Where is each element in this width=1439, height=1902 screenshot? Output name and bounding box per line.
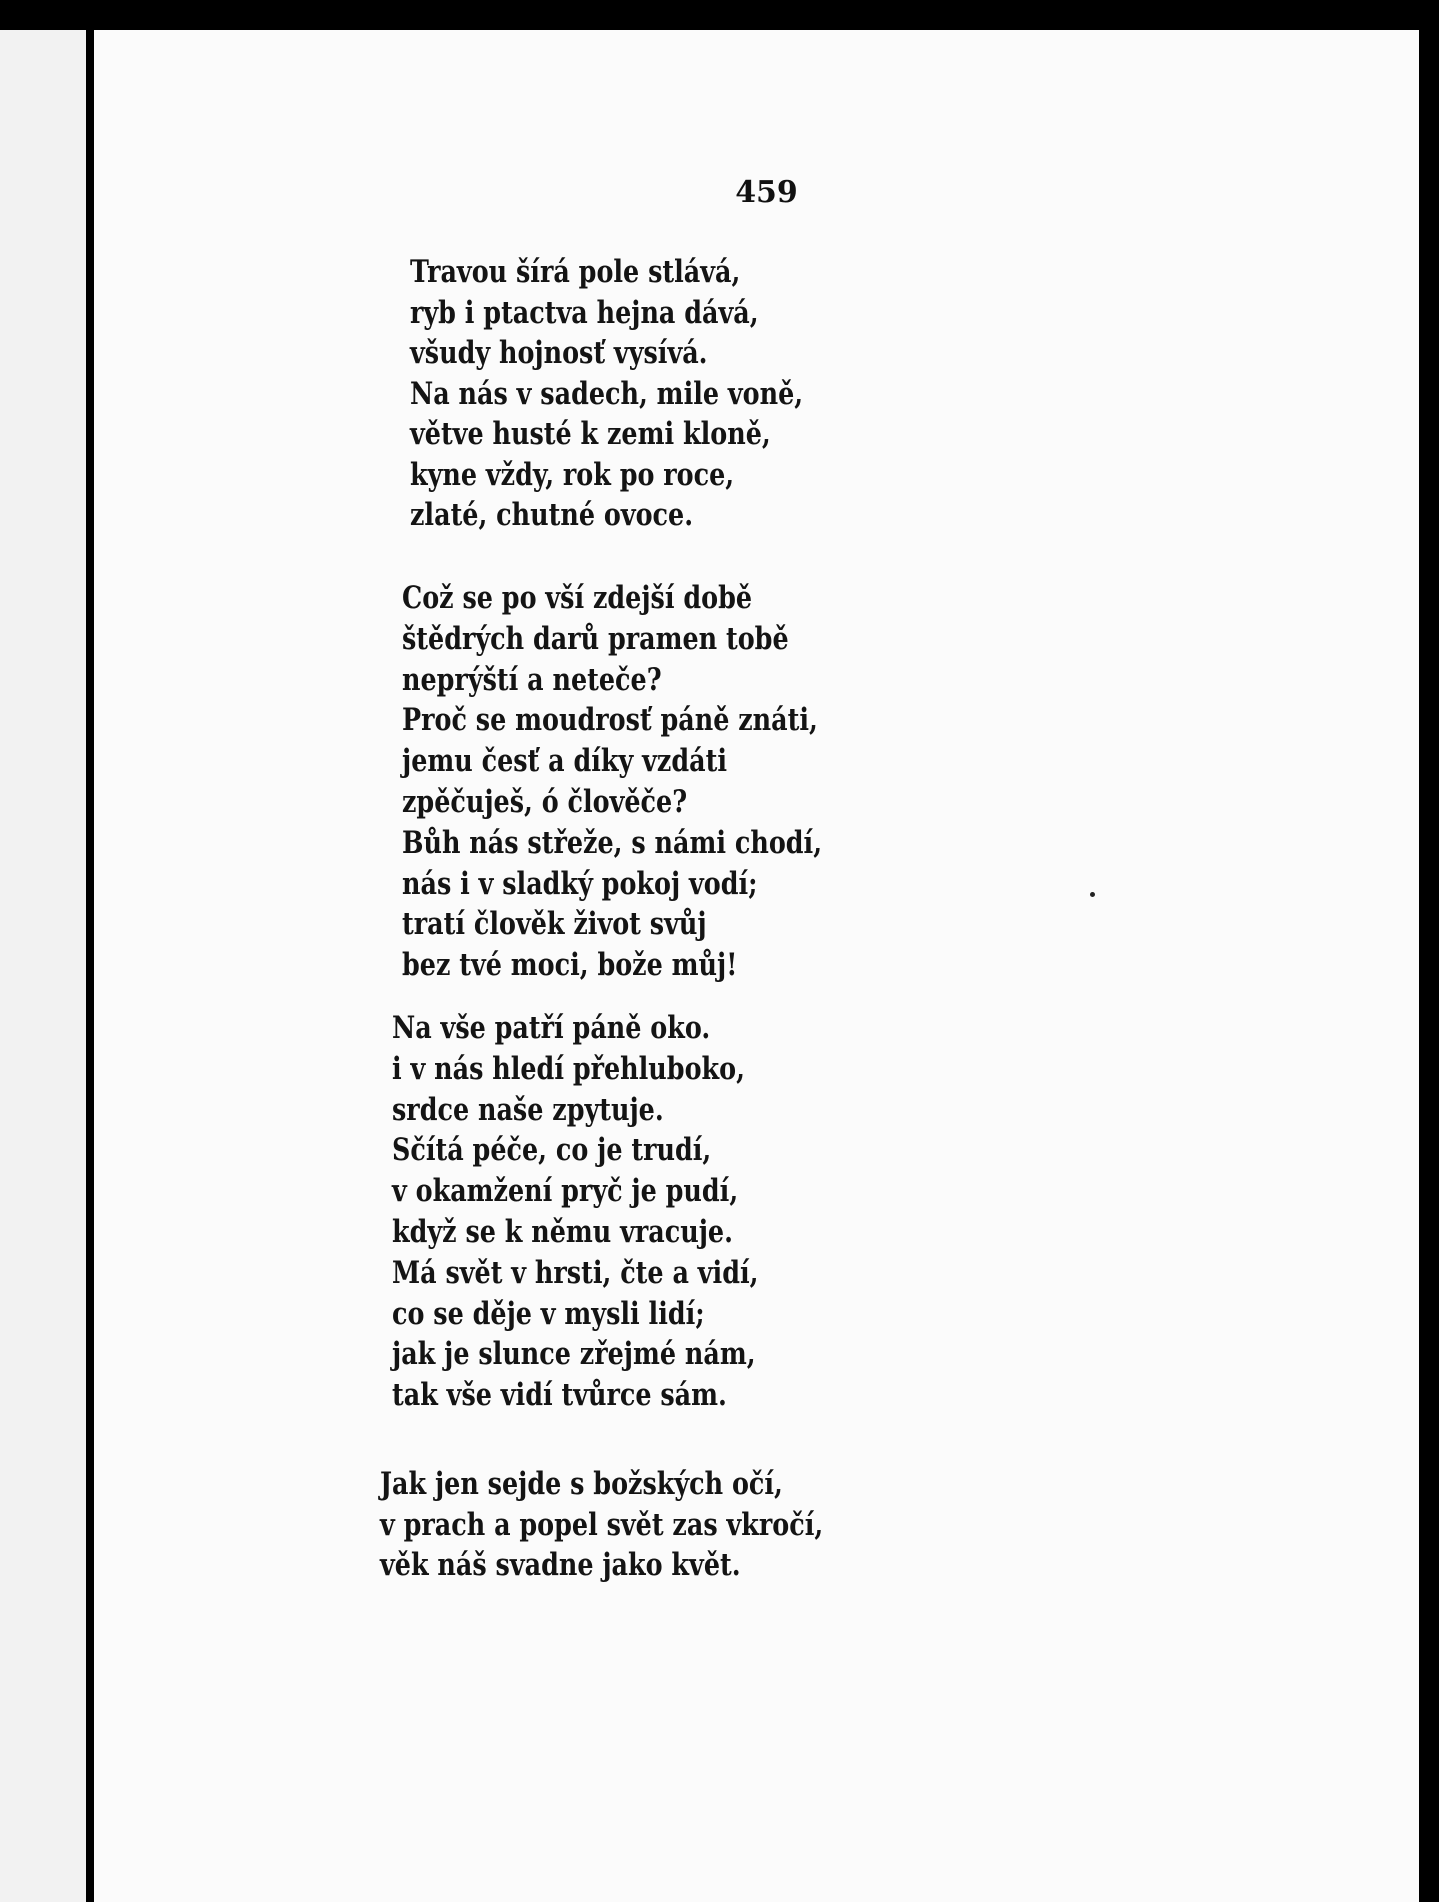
poem-line: i v nás hledí přehluboko,: [392, 1050, 745, 1087]
scan-binding-edge: [86, 26, 94, 1902]
poem-line: Bůh nás střeže, s námi chodí,: [402, 824, 823, 861]
poem-line: neprýští a neteče?: [402, 661, 662, 698]
poem-line: kyne vždy, rok po roce,: [410, 456, 735, 493]
poem-line: tratí člověk život svůj: [402, 906, 707, 943]
poem-line: Sčítá péče, co je trudí,: [392, 1132, 712, 1169]
poem: [94, 30, 1419, 1902]
poem-line: Travou šírá pole stlává,: [410, 254, 741, 290]
poem-line: Na nás v sadech, mile voně,: [410, 375, 804, 412]
scan-left-margin: [0, 0, 86, 1902]
stanza-2: [402, 578, 822, 986]
poem-line: zpěčuješ, ó člověče?: [402, 783, 688, 820]
poem-line: jak je slunce zřejmé nám,: [392, 1336, 756, 1373]
book-page: [94, 30, 1419, 1902]
scan-top-border: [0, 0, 1439, 30]
poem-line: Jak jen sejde s božských očí,: [380, 1466, 783, 1502]
poem-line: nás i v sladký pokoj vodí;: [402, 865, 758, 902]
poem-line: když se k němu vracuje.: [392, 1213, 733, 1250]
poem-line: Na vše patří páně oko.: [392, 1010, 711, 1046]
poem-line: Což se po vší zdejší době: [402, 580, 753, 616]
poem-line: všudy hojnosť vysívá.: [410, 335, 708, 371]
poem-line: co se děje v mysli lidí;: [392, 1295, 705, 1332]
stanza-3: [392, 1008, 758, 1416]
poem-line: v okamžení pryč je pudí,: [392, 1173, 739, 1210]
poem-line: jemu česť a díky vzdáti: [402, 743, 727, 780]
poem-line: tak vše vidí tvůrce sám.: [392, 1377, 727, 1414]
stanza-4: [380, 1464, 823, 1586]
poem-line: ryb i ptactva hejna dává,: [410, 294, 759, 331]
stanza-1: [410, 252, 803, 536]
page-number: 459: [735, 175, 798, 210]
poem-line: Má svět v hrsti, čte a vidí,: [392, 1254, 759, 1291]
poem-line: věk náš svadne jako květ.: [380, 1547, 741, 1583]
poem-line: štědrých darů pramen tobě: [402, 620, 789, 657]
scan-right-border: [1419, 30, 1439, 1902]
poem-line: zlaté, chutné ovoce.: [410, 497, 694, 533]
poem-line: srdce naše zpytuje.: [392, 1091, 664, 1128]
poem-line: v prach a popel svět zas vkročí,: [380, 1506, 824, 1543]
poem-line: větve husté k zemi kloně,: [410, 416, 771, 452]
poem-line: bez tvé moci, bože můj!: [402, 947, 738, 984]
scan-speck: [1090, 892, 1095, 897]
poem-line: Proč se moudrosť páně znáti,: [402, 702, 818, 739]
